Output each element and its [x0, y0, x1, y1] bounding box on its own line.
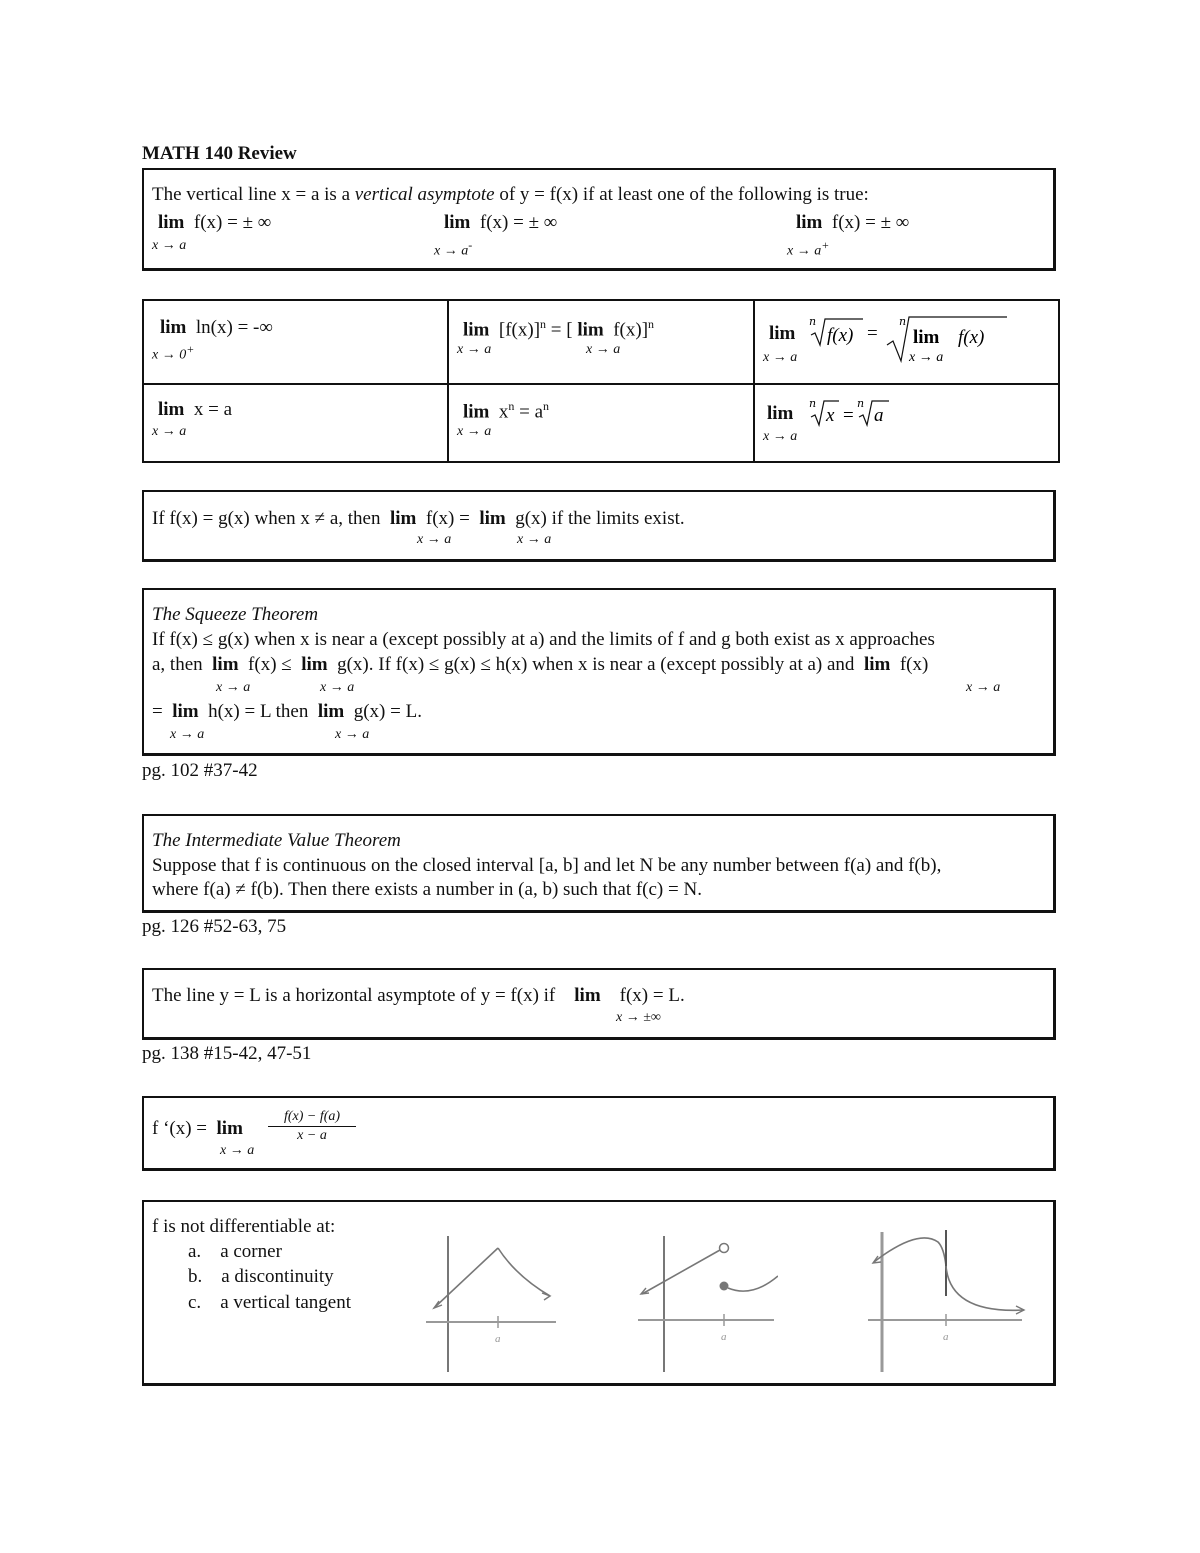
corner-graph	[424, 1230, 560, 1374]
va-sub-2: x → a-	[434, 238, 473, 259]
limit-laws-table	[142, 299, 1060, 463]
cell-xn-limit: $\lim x^n = a^n$ x → a	[447, 383, 755, 463]
svg-text:n: n	[809, 397, 817, 410]
ivt-line-2: where f(a) ≠ f(b). Then there exists a number in (a, b) such that f(c) = N.	[152, 879, 702, 900]
differentiability-box	[142, 1200, 1056, 1386]
svg-text:lim: lim	[913, 327, 940, 348]
list-item-vertical-tangent: c. a vertical tangent	[188, 1292, 352, 1313]
vertical-asymptote-term: vertical asymptote	[354, 184, 495, 205]
root-fx-symbol	[807, 315, 867, 349]
ivt-page-reference: pg. 126 #52-63, 75	[142, 916, 287, 937]
discontinuity-graph	[636, 1232, 778, 1374]
squeeze-line-1: If f(x) ≤ g(x) when x is near a (except possibly at a) and the limits of f and g both exist as x approaches	[152, 629, 935, 650]
equal-sub-2: x → a	[517, 532, 552, 547]
svg-text:f(x): f(x)	[958, 327, 985, 348]
root-lim-symbol	[885, 313, 1010, 365]
differentiability-intro: f is not differentiable at:	[152, 1216, 336, 1237]
horizontal-asymptote-page-reference: pg. 138 #15-42, 47-51	[142, 1043, 312, 1064]
cell-identity-limit: lim x = a x → a	[142, 383, 449, 463]
squeeze-theorem-box: The Squeeze Theorem If f(x) ≤ g(x) when x is near a (except possibly at a) and the limits of f and g both exist as x approaches a, then lim f(x) ≤ lim g(x). If f(x) ≤ g(x) ≤ h(x) when x is near a (except possibly at a) and lim f(x) x → a x → a x → a = lim h(x) = L then lim g(x) = L. x → a x → a	[142, 588, 1056, 756]
va-sub-1: x → a	[152, 238, 187, 253]
svg-text:x → a: x → a	[909, 350, 944, 365]
derivative-definition-box: f ‘(x) = lim x → a f(x) − f(a) x − a	[142, 1096, 1056, 1171]
squeeze-line-2: a, then lim f(x) ≤ lim g(x). If f(x) ≤ g(x) ≤ h(x) when x is near a (except possibly at a) and lim f(x)	[152, 654, 929, 675]
horizontal-asymptote-box: The line y = L is a horizontal asymptote of y = f(x) if lim f(x) = L. x → ±∞	[142, 968, 1056, 1040]
svg-text:=: =	[843, 405, 854, 426]
svg-text:a: a	[874, 405, 884, 426]
vertical-tangent-graph	[866, 1226, 1036, 1374]
va-limit-two-sided: lim f(x) = ± ∞	[158, 212, 272, 233]
cell-ln-limit: lim ln(x) = -∞ x → 0+	[142, 299, 449, 385]
page-title: MATH 140 Review	[142, 143, 297, 164]
ivt-line-1: Suppose that f is continuous on the closed interval [a, b] and let N be any number between f(a) and f(b),	[152, 855, 942, 876]
equal-functions-box: If f(x) = g(x) when x ≠ a, then lim f(x) = lim g(x) if the limits exist. x → a x → a	[142, 490, 1056, 562]
vertical-asymptote-intro: The vertical line x = a is a vertical asymptote of y = f(x) if at least one of the following is true:	[152, 184, 869, 205]
squeeze-heading: The Squeeze Theorem	[152, 604, 319, 625]
va-limit-left: lim f(x) = ± ∞	[444, 212, 558, 233]
squeeze-line-3: = lim h(x) = L then lim g(x) = L.	[152, 701, 422, 722]
svg-text:a: a	[721, 1331, 727, 1343]
svg-text:n: n	[899, 315, 907, 328]
squeeze-page-reference: pg. 102 #37-42	[142, 760, 258, 781]
svg-text:a: a	[943, 1331, 949, 1343]
vertical-asymptote-box	[142, 168, 1056, 271]
va-sub-3: x → a+	[787, 238, 830, 259]
list-item-discontinuity: b. a discontinuity	[188, 1266, 334, 1287]
ivt-box	[142, 814, 1056, 913]
svg-text:a: a	[495, 1333, 501, 1345]
svg-text:n: n	[809, 315, 817, 328]
cell-root-law: lim x → a n f(x) = n lim f(x) x → a	[753, 299, 1060, 385]
svg-text:n: n	[857, 397, 865, 410]
svg-text:f(x): f(x)	[827, 325, 854, 346]
equal-sub-1: x → a	[417, 532, 452, 547]
svg-text:x: x	[826, 405, 835, 426]
derivative-fraction: f(x) − f(a) x − a	[268, 1108, 356, 1145]
va-limit-right: lim f(x) = ± ∞	[796, 212, 910, 233]
cell-power-law: $\lim [f(x)]^n$ = [ lim f(x)]$^n$ x → a x → a	[447, 299, 755, 385]
list-item-corner: a. a corner	[188, 1241, 282, 1262]
cell-root-x-limit: lim x → a n x = n a	[753, 383, 1060, 463]
ivt-heading: The Intermediate Value Theorem	[152, 830, 401, 851]
root-x-symbol	[807, 397, 897, 429]
